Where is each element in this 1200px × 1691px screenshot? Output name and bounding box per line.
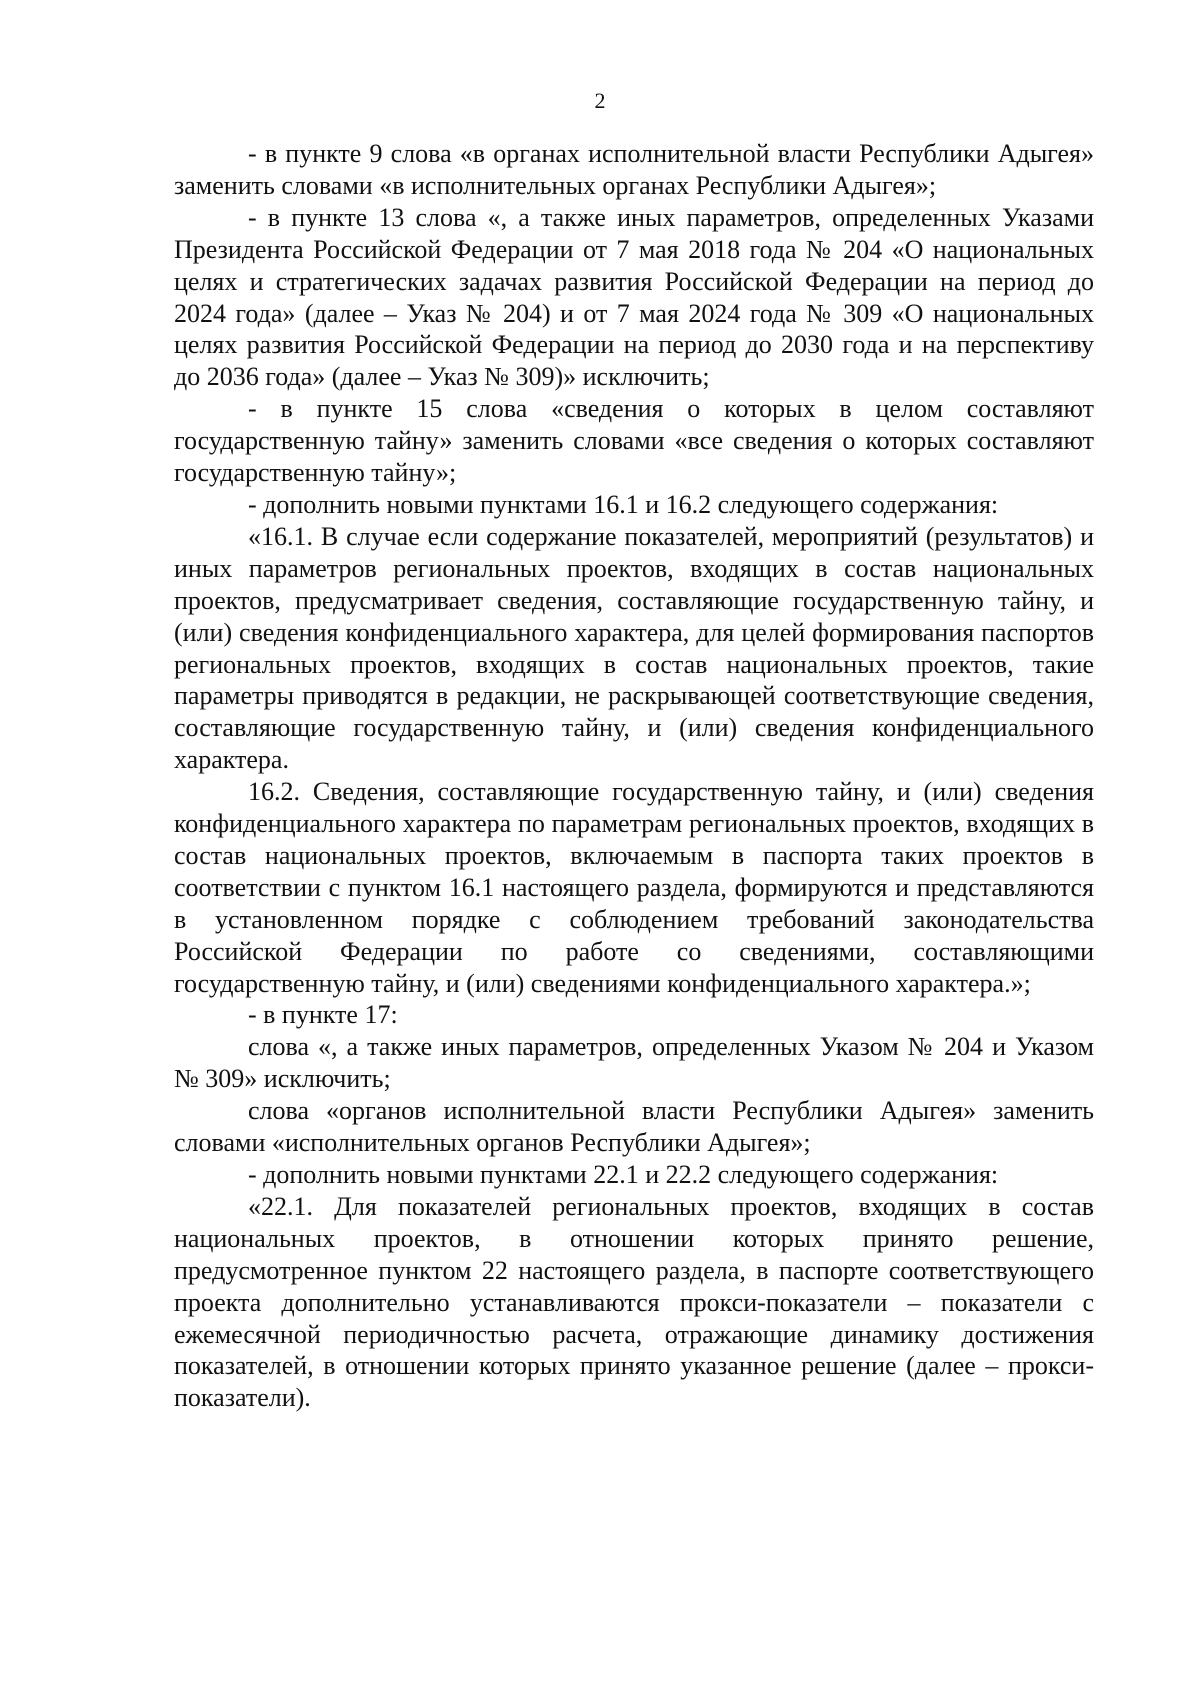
document-body: [174, 138, 1094, 1414]
paragraph-add-16: - дополнить новыми пунктами 16.1 и 16.2 следующего содержания:: [248, 489, 999, 519]
paragraph-16-2: 16.2. Сведения, составляющие государственную тайну, и (или) сведения конфиденциального характера по параметрам региональных проектов, входящих в состав национальных проектов, включаемым в паспорта таких проектов в соответствии с пунктом 16.1 настоящего раздела, формируются и представляются в установленном порядке с соблюдением требований законодательства Российской Федерации по работе со сведениями, составляющими государственную тайну, и (или) сведениями конфиденциального характера.»;: [174, 777, 1094, 998]
paragraph-22-1: «22.1. Для показателей региональных проектов, входящих в состав национальных проектов, в отношении которых принято решение, предусмотренное пунктом 22 настоящего раздела, в паспорте соответствующего проекта дополнительно устанавливаются прокси-показатели – показатели с ежемесячной периодичностью расчета, отражающие динамику достижения показателей, в отношении которых принято указанное решение (далее – прокси-показатели).: [174, 1191, 1094, 1413]
paragraph-point-15: - в пункте 15 слова «сведения о которых в целом составляют государственную тайну» заменить словами «все сведения о которых составляют государственную тайну»;: [174, 394, 1094, 488]
paragraph-point-17-words-1: слова «, а также иных параметров, определенных Указом № 204 и Указом № 309» исключить;: [174, 1032, 1094, 1094]
paragraph-point-17-words-2: слова «органов исполнительной власти Республики Адыгея» заменить словами «исполнительных органов Республики Адыгея»;: [174, 1096, 1094, 1158]
paragraph-point-17: - в пункте 17:: [248, 1000, 398, 1030]
paragraph-point-13: - в пункте 13 слова «, а также иных параметров, определенных Указами Президента Российской Федерации от 7 мая 2018 года № 204 «О национальных целях и стратегических задачах развития Российской Федерации на период до 2024 года» (далее – Указ № 204) и от 7 мая 2024 года № 309 «О национальных целях развития Российской Федерации на период до 2030 года и на перспективу до 2036 года» (далее – Указ № 309)» исключить;: [174, 202, 1094, 392]
paragraph-point-9: - в пункте 9 слова «в органах исполнительной власти Республики Адыгея» заменить словами «в исполнительных органах Республики Адыгея»;: [174, 139, 1094, 200]
paragraph-add-22: - дополнить новыми пунктами 22.1 и 22.2 следующего содержания:: [248, 1160, 999, 1189]
page-number: 2: [594, 88, 606, 113]
paragraph-16-1: «16.1. В случае если содержание показателей, мероприятий (результатов) и иных параметров региональных проектов, входящих в состав национальных проектов, предусматривает сведения, составляющие государственную тайну, и (или) сведения конфиденциального характера, для целей формирования паспортов региональных проектов, входящих в состав национальных проектов, такие параметры приводятся в редакции, не раскрывающей соответствующие сведения, составляющие государственную тайну, и (или) сведения конфиденциального характера.: [174, 521, 1094, 775]
